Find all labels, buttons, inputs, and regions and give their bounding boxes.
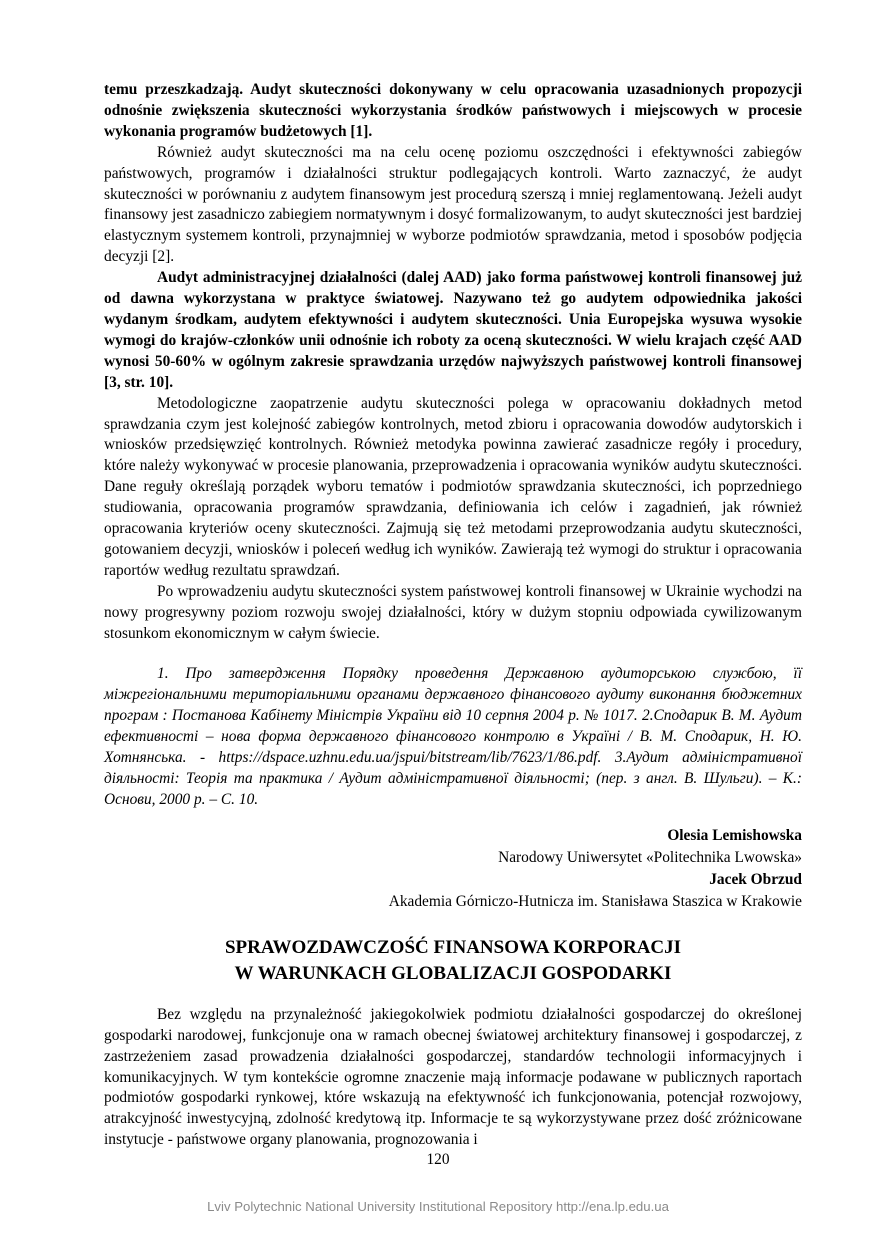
references: [104, 664, 802, 810]
article-body: Bez względu na przynależność jakiegokolwiek podmiotu działalności gospodarczej do określonej gospodarki narodowej, funkcjonuje ona w ramach obecnej światowej architektury finansowej i gospodarczej, z zastrzeżeniem zasad prowadzenia działalności gospodarczej, standardów technologii informacyjnych i komunikacyjnych. W tym kontekście ogromne znaczenie mają informacje podawane w publicznych raportach podmiotów gospodarki rynkowej, które wskazują na efektywność ich funkcjonowania, potencjał rozwojowy, atrakcyjność inwestycyjną, zdolność kredytową itp. Informacje te są wykorzystywane przez dość zróżnicowane instytucje - państwowe organy planowania, prognozowania i: [104, 1005, 802, 1149]
paragraph-methodology: Metodologiczne zaopatrzenie audytu skuteczności polega w opracowaniu dokładnych metod sprawdzania czym jest kolejność zabiegów kontrolnych, metod zbioru i opracowania dowodów audytorskich i wniosków przedsięwzięć kontrolnych. Również metodyka powinna zawierać zasadnicze regóły i procedury, które należy wykonywać w procesie planowania, przeprowadzenia i opracowania wyników audytu skuteczności. Dane reguły określają porządek wyboru tematów i podmiotów sprawdzania skuteczności, ich poprzedniego studiowania, opracowania programów sprawdzania, definiowania ich celów i zagadnień, jak również opracowania kryteriów oceny skuteczności. Zajmują się też metodami przeprowodzania audytu skuteczności, gotowaniem decyzji, wniosków i poleceń według ich wyników. Zawierają też wymogi do struktur i opracowania raportów według rezultatu sprawdzań.: [104, 394, 802, 579]
repository-footer: Lviv Polytechnic National University Institutional Repository http://ena.lp.edu.ua: [207, 1199, 669, 1214]
author-affiliation: Akademia Górniczo-Hutnicza im. Stanisława Staszica w Krakowie: [388, 892, 802, 910]
paragraph-audit-purpose: Również audyt skuteczności ma na celu ocenę poziomu oszczędności i efektywności zabiegów państwowych, programów i działalności struktur podlegających kontroli. Warto zaznaczyć, że audyt skuteczności w porównaniu z audytem finansowym jest procedurą szerszą i mniej reglamentowaną. Jeżeli audyt finansowy jest zasadniczo zabiegiem normatywnym i dosyć formalizowanym, to audyt skuteczności jest bardziej elastycznym systemem kontroli, przynajmniej w wyborze podmiotów sprawdzania, metod i sposobów podjęcia decyzji [2].: [104, 143, 802, 266]
paragraph-aad: Audyt administracyjnej działalności (dalej AAD) jako forma państwowej kontroli finansowej już od dawna wykorzystana w praktyce światowej. Nazywano też go audytem odpowiednika jakości wydanym środkam, audytem efektywności i audytem skuteczności. Unia Europejska wysuwa wysokie wymogi do krajów-członków unii odnośnie ich roboty za oceną skuteczności. W wielu krajach część AAD wynosi 50-60% w ogólnym zakresie sprawdzania urzędów najwyższych państwowej kontroli finansowej [3, str. 10].: [104, 269, 802, 391]
author-name: Jacek Obrzud: [709, 870, 802, 888]
article-title-line: W WARUNKACH GLOBALIZACJI GOSPODARKI: [234, 962, 672, 984]
paragraph-ukraine: Po wprowadzeniu audytu skuteczności system państwowej kontroli finansowej w Ukrainie wychodzi na nowy progresywny poziom rozwoju swojej działalności, który w dużym stopniu odpowiada cywilizowanym stosunkom ekonomicznym w całym świecie.: [104, 582, 802, 642]
article-title: [104, 935, 802, 987]
author-name: Olesia Lemishowska: [667, 826, 802, 844]
article-title-line: SPRAWOZDAWCZOŚĆ FINANSOWA KORPORACJI: [224, 936, 682, 958]
author-block: [104, 825, 802, 913]
references-text: 1. Про затвердження Порядку проведення Державною аудиторською службою, її міжрегіональними територіальними органами державного фінансового аудиту виконання бюджетних програм : Постанова Кабінету Міністрів України від 10 серпня 2004 р. № 1017. 2.Сподарик В. М. Аудит ефективності – нова форма державного фінансового контролю в Україні / В. М. Сподарик, Н. Ю. Хотнянська. - https://dspace.uzhnu.edu.ua/jspui/bitstream/lib/7623/1/86.pdf. 3.Аудит адміністративної діяльності: Теорія та практика / Аудит адміністративної діяльності; (пер. з англ. В. Шульги). – К.: Основи, 2000 р. – С. 10.: [104, 665, 802, 808]
page-number: 120: [426, 1151, 450, 1168]
paragraph-continuation: temu przeszkadzają. Audyt skuteczności dokonywany w celu opracowania uzasadnionych propozycji odnośnie zwiększenia skuteczności wykorzystania środków państwowych i miejscowych w procesie wykonania programów budżetowych [1].: [104, 81, 802, 140]
author-affiliation: Narodowy Uniwersytet «Politechnika Lwowska»: [498, 848, 802, 866]
page-content: [104, 80, 802, 1151]
